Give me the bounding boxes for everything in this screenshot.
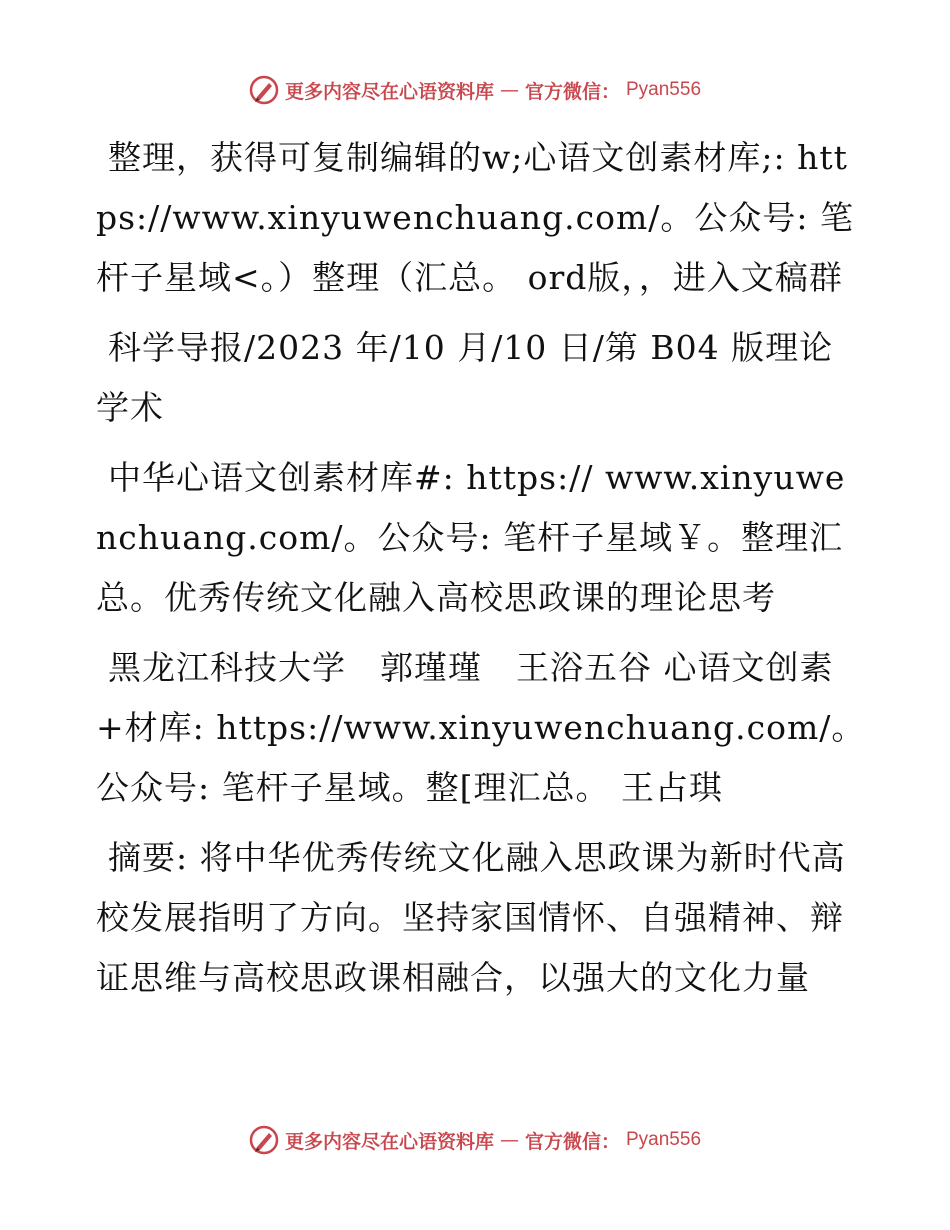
banner-text: 更多内容尽在心语资料库 bbox=[284, 1130, 494, 1153]
paragraph-abstract: 摘要: 将中华优秀传统文化融入思政课为新时代高校发展指明了方向。坚持家国情怀、自强精神、辩证思维与高校思政课相融合，以强大的文化力量 bbox=[96, 838, 846, 997]
pen-logo-icon bbox=[249, 1125, 279, 1155]
paragraph-source: 科学导报/2023 年/10 月/10 日/第 B04 版理论学术 bbox=[96, 328, 834, 427]
paragraph-title: 中华心语文创素材库#: https:// www.xinyuwenchuang.com/。公众号: 笔杆子星域￥。整理汇总。优秀传统文化融入高校思政课的理论思考 bbox=[96, 458, 846, 617]
pen-logo-icon bbox=[249, 75, 279, 105]
banner-wechat-id: Pyan556 bbox=[626, 79, 702, 100]
banner-suffix: 官方微信： bbox=[524, 1130, 620, 1153]
banner-separator: — bbox=[499, 1129, 519, 1151]
banner-wechat-id: Pyan556 bbox=[626, 1129, 702, 1150]
banner-suffix: 官方微信： bbox=[524, 80, 620, 103]
paragraph-authors: 黑龙江科技大学 郭瑾瑾 王浴五谷 心语文创素+材库: https://www.xinyuwenchuang.com/。公众号: 笔杆子星域。整[理汇总。 王占琪 bbox=[96, 648, 866, 807]
document-body bbox=[96, 128, 866, 1018]
banner-text: 更多内容尽在心语资料库 bbox=[284, 80, 494, 103]
footer-banner bbox=[0, 1120, 950, 1160]
header-banner bbox=[0, 70, 950, 110]
banner-separator: — bbox=[499, 79, 519, 101]
paragraph-intro: 整理，获得可复制编辑的w;心语文创素材库;: https://www.xinyuwenchuang.com/。公众号: 笔杆子星域<。）整理（汇总。 ord版，，进入文稿群 bbox=[96, 138, 854, 297]
